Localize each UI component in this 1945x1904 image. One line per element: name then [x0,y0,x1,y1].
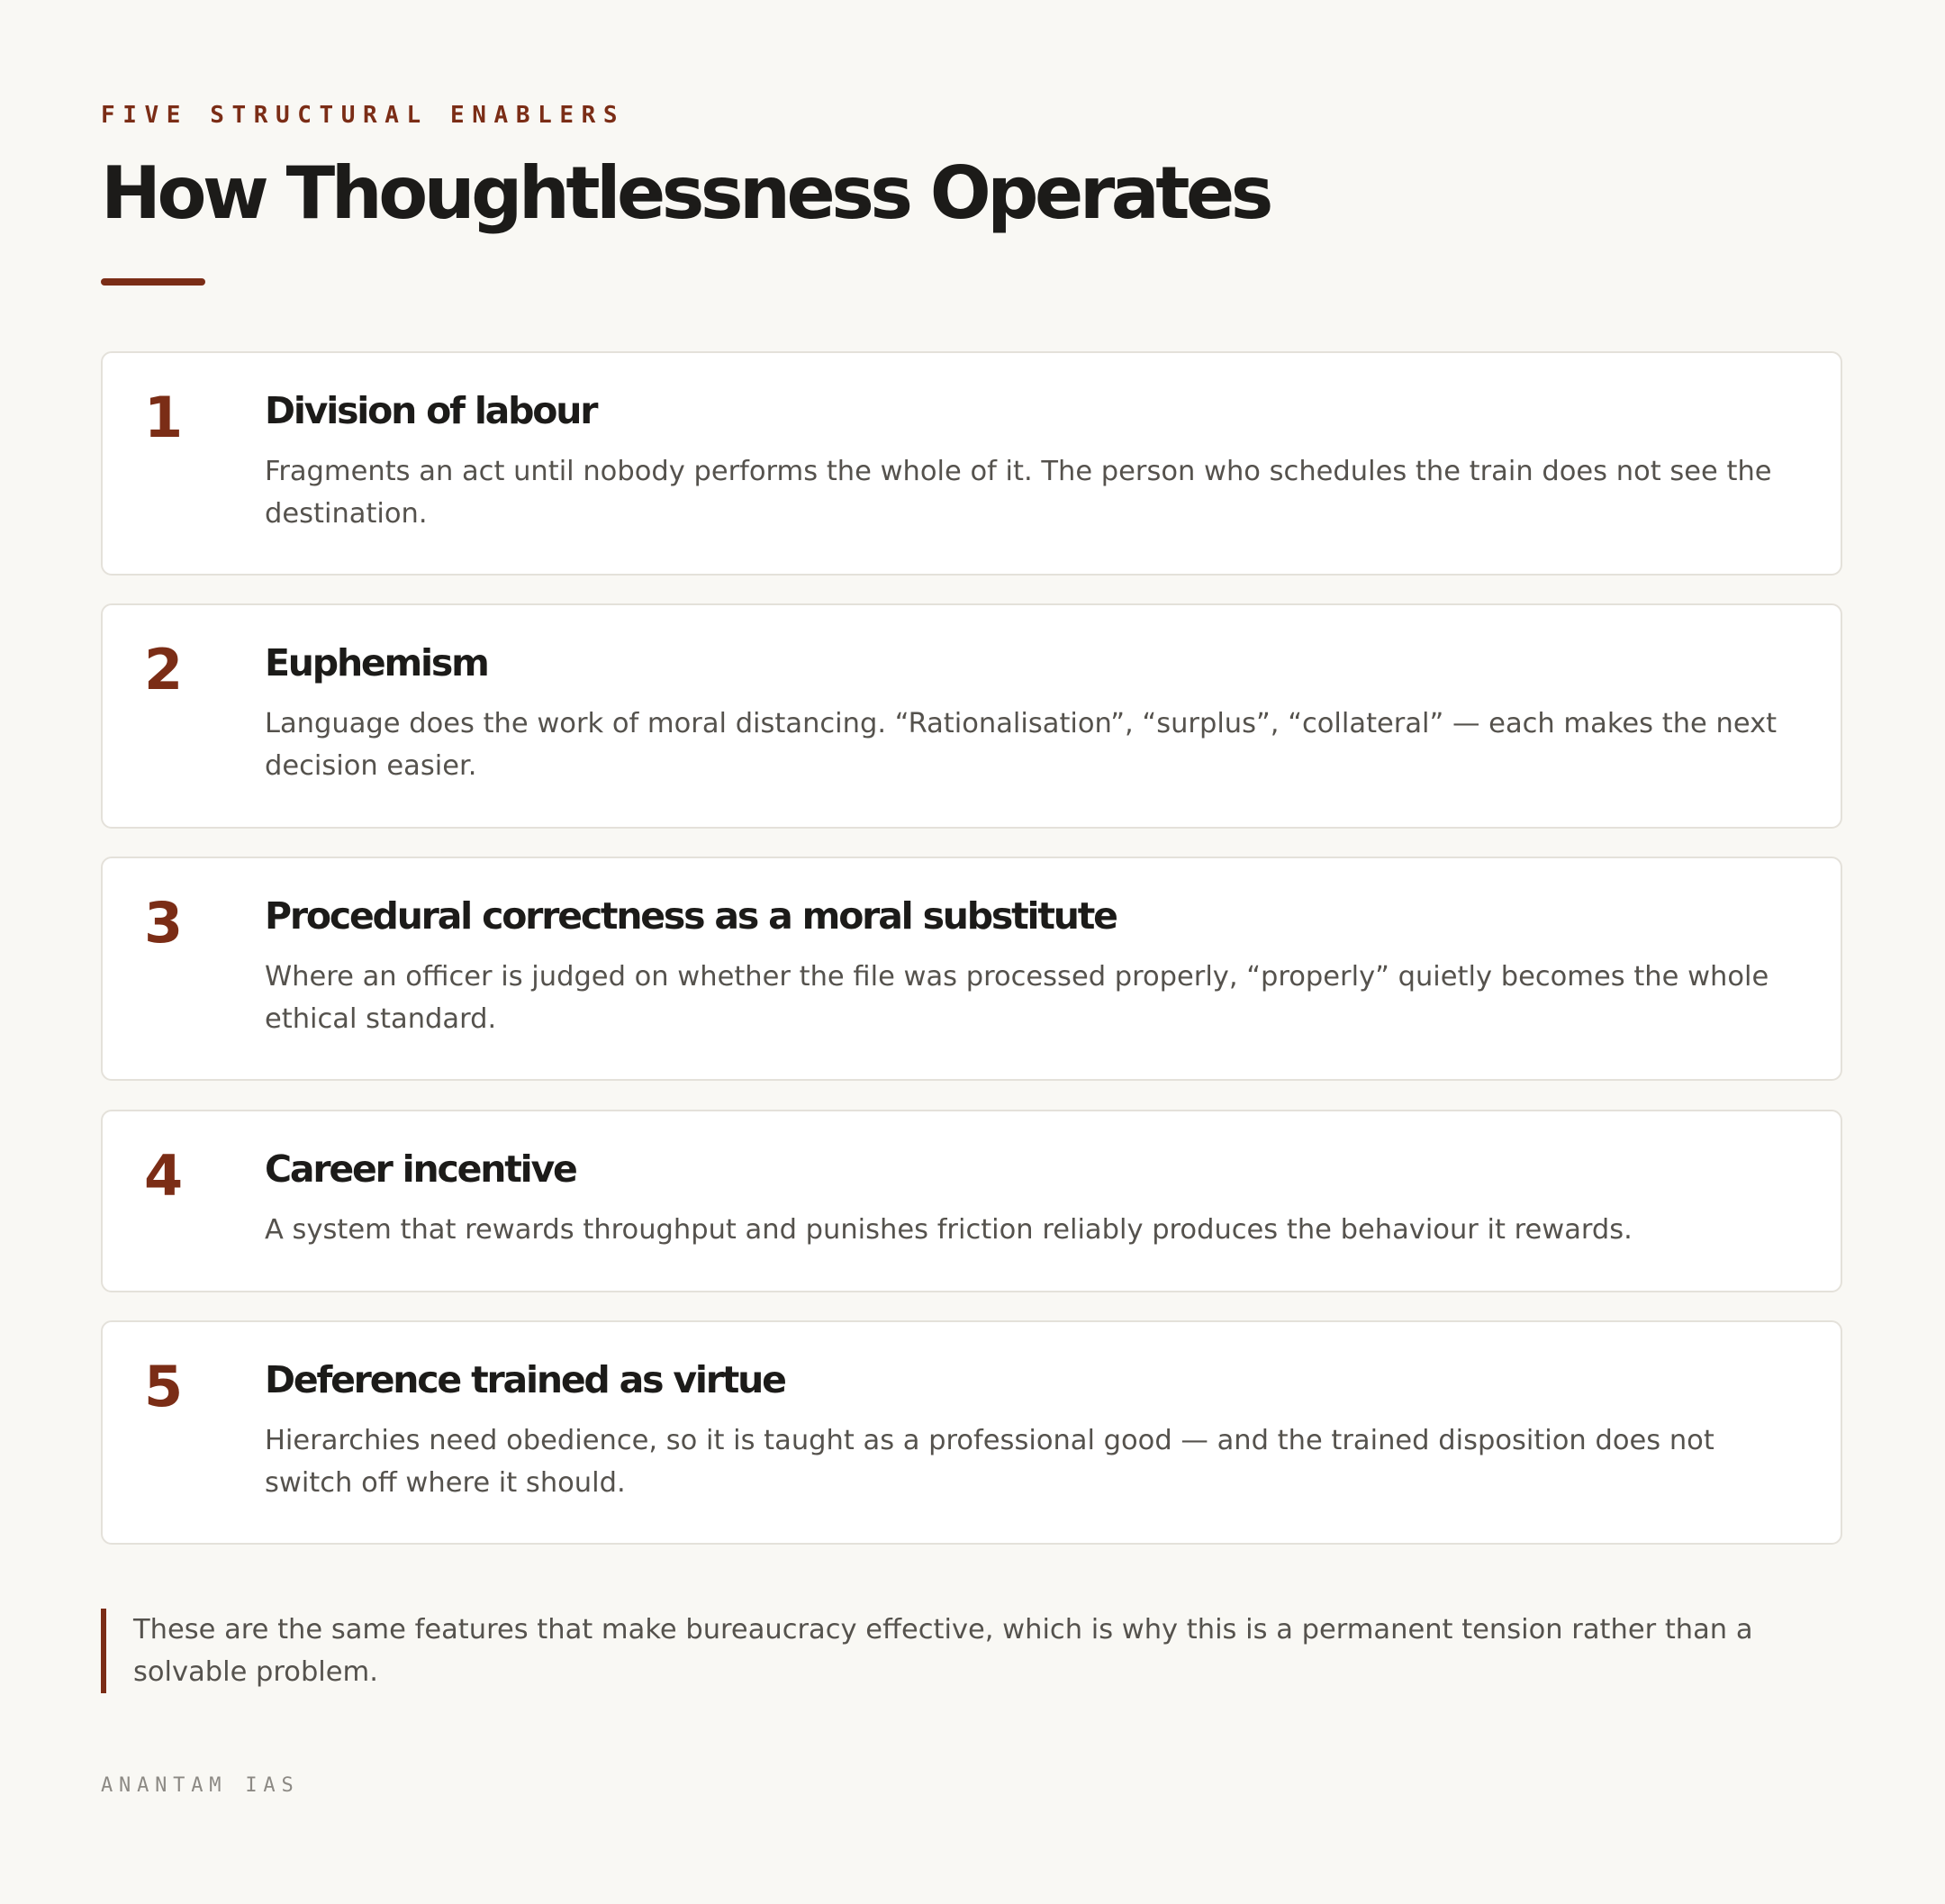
enabler-description: A system that rewards throughput and punishes friction reliably produces the behaviour it rewards. [265,1214,1633,1246]
footer-brand: ANANTAM IAS [101,1774,300,1797]
title-underline [101,278,205,286]
enabler-number: 3 [144,890,184,956]
enabler-card-3 [101,857,1842,1081]
enabler-card-1 [101,351,1842,576]
enabler-title: Division of labour [265,389,597,432]
eyebrow-label: FIVE STRUCTURAL ENABLERS [101,102,626,129]
enabler-title: Euphemism [265,641,488,685]
enabler-number: 1 [144,385,184,450]
enabler-title: Deference trained as virtue [265,1358,785,1401]
enabler-card-5 [101,1320,1842,1545]
enabler-number: 5 [144,1354,184,1419]
enabler-title: Career incentive [265,1147,576,1191]
enabler-card-2 [101,603,1842,829]
enabler-description: Language does the work of moral distancing. “Rationalisation”, “surplus”, “collateral” — each makes the next decision easier. [265,708,1778,782]
enabler-description: Where an officer is judged on whether the file was processed properly, “properly” quietly becomes the whole ethical standard. [265,961,1769,1035]
enabler-card-4 [101,1110,1842,1292]
closing-quote: These are the same features that make bureaucracy effective, which is why this is a permanent tension rather than a solvable problem. [101,1609,1844,1693]
enabler-number: 4 [144,1143,184,1209]
enabler-description: Fragments an act until nobody performs the whole of it. The person who schedules the train does not see the destination. [265,456,1772,530]
enabler-description: Hierarchies need obedience, so it is taught as a professional good — and the trained disposition does not switch off where it should. [265,1425,1714,1499]
enabler-number: 2 [144,637,184,703]
enabler-title: Procedural correctness as a moral substitute [265,894,1117,938]
page-title: How Thoughtlessness Operates [101,151,1270,235]
